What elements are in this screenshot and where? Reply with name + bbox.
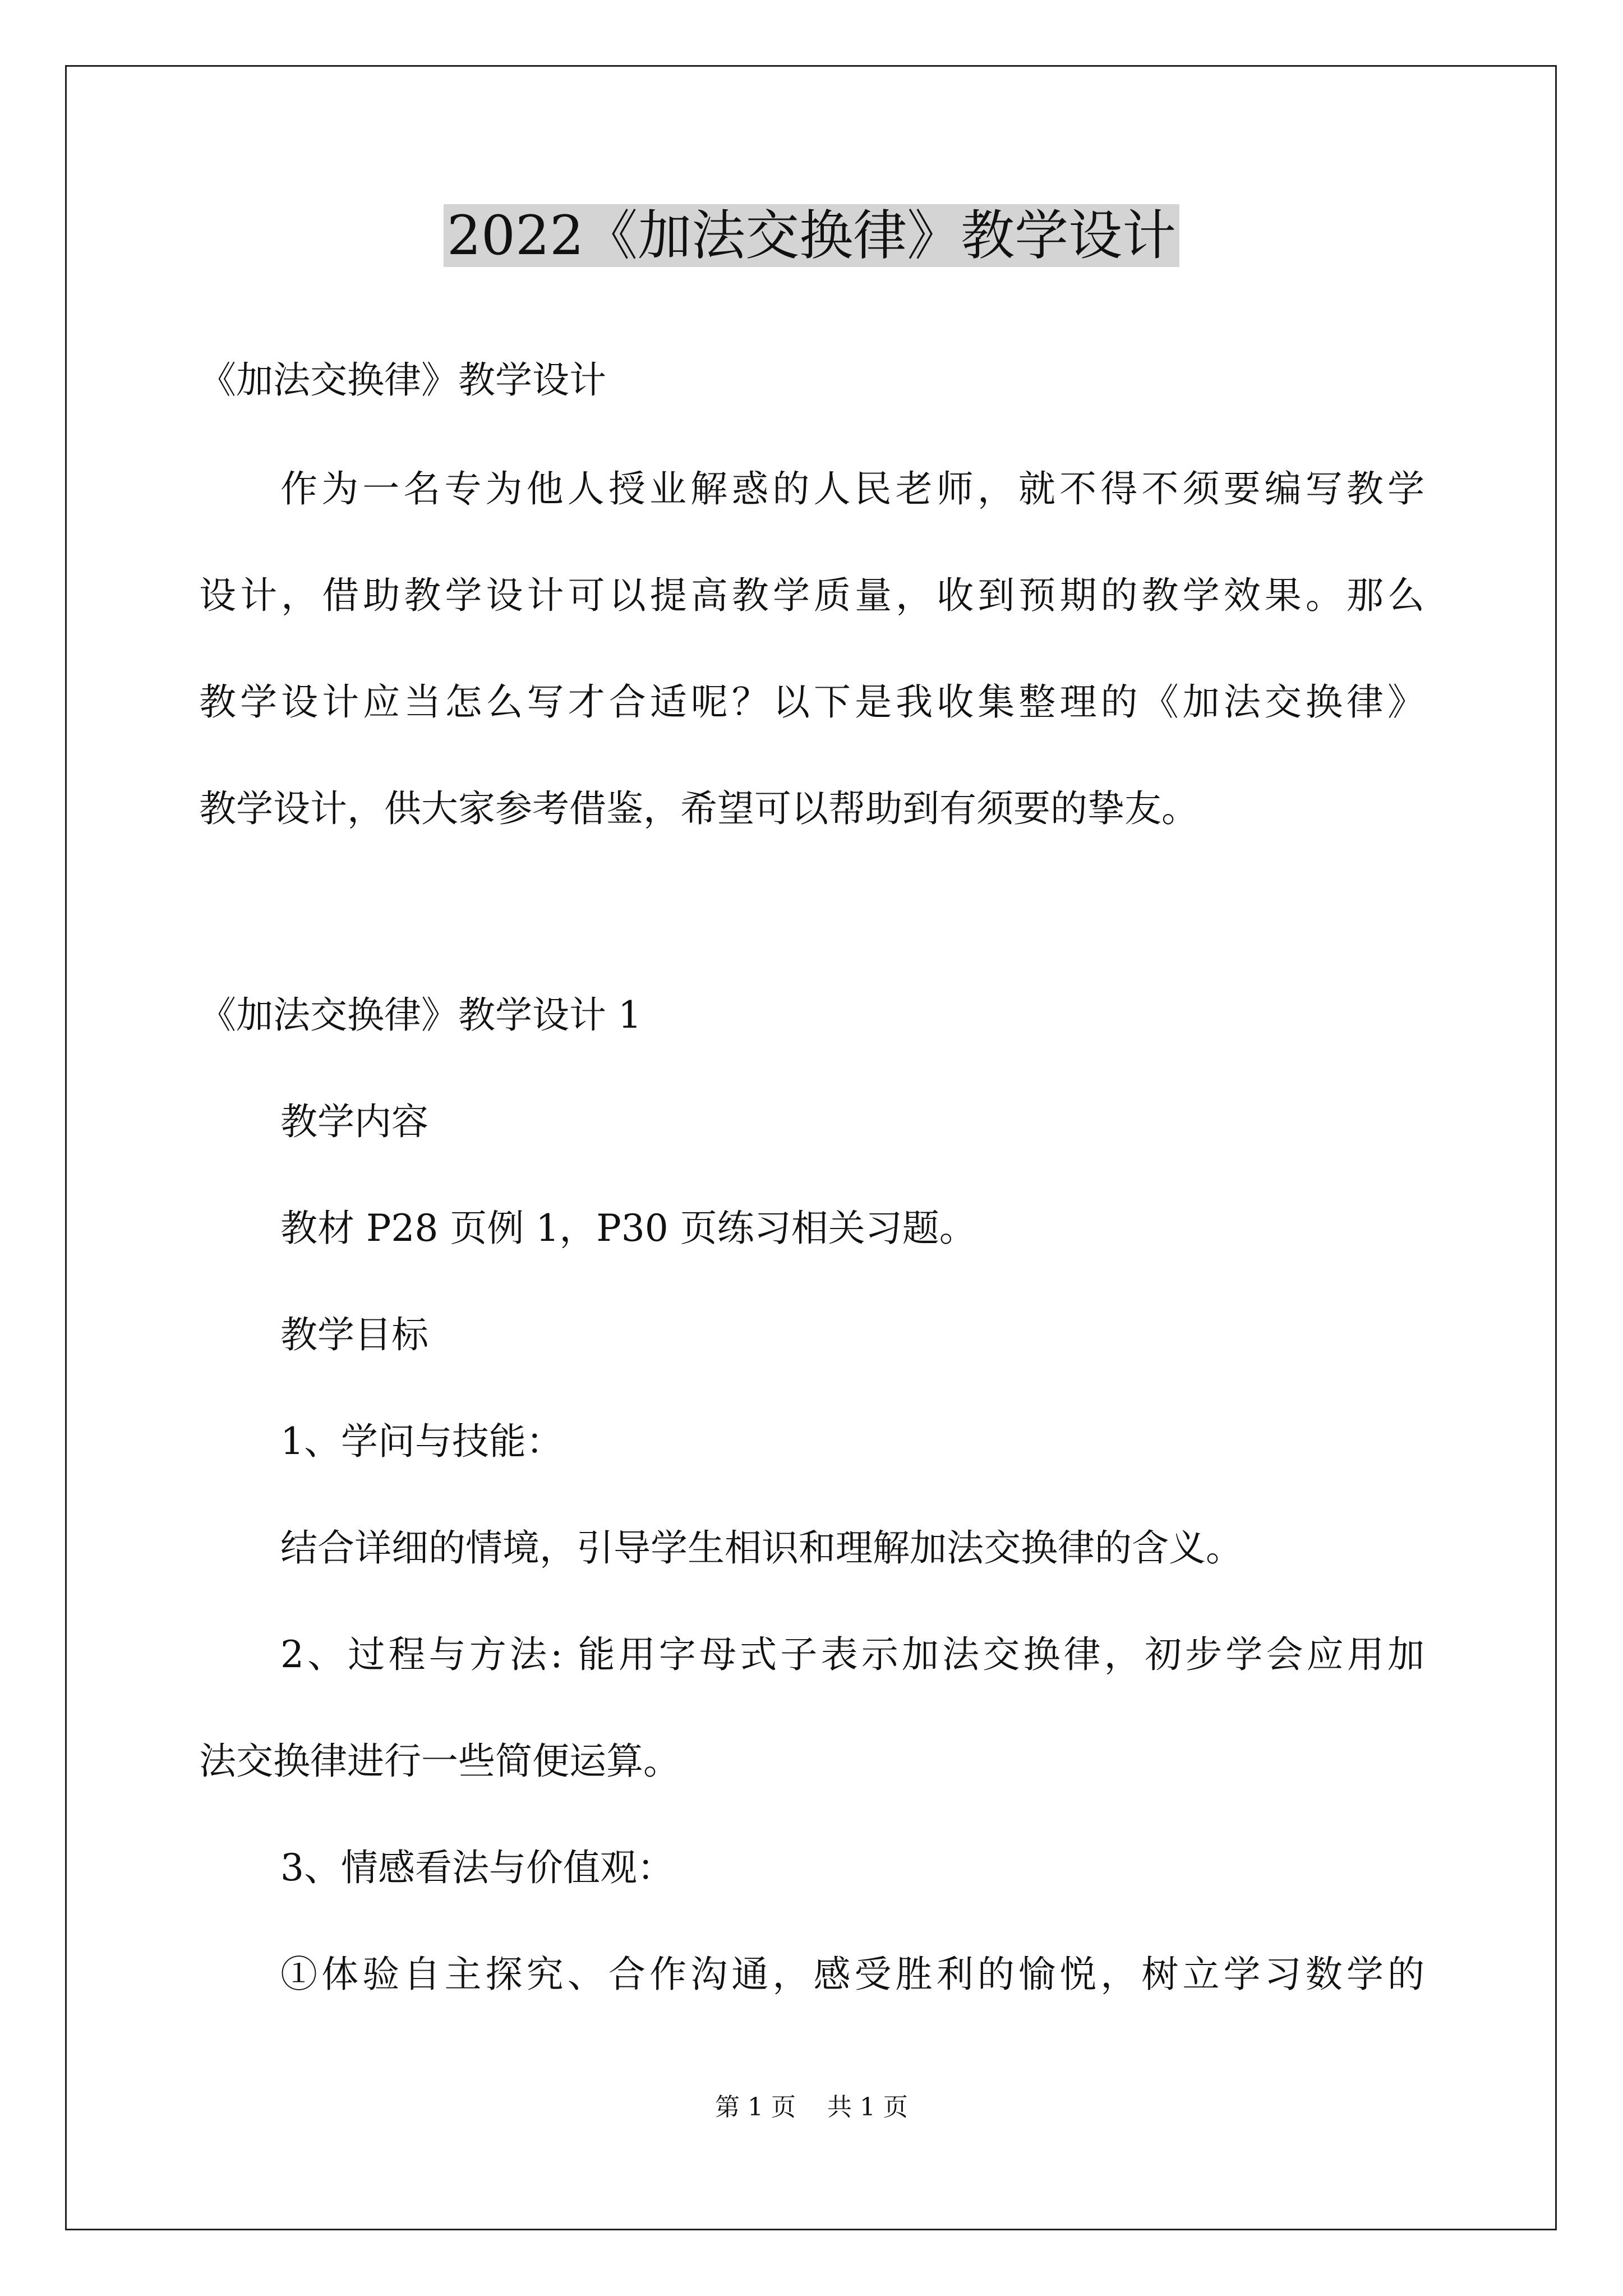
- objective-2-line-1: 2、过程与方法: 能用字母式子表示加法交换律，初步学会应用加: [280, 1633, 1424, 1676]
- objective-label: 教学目标: [280, 1313, 428, 1356]
- intro-heading: 《加法交换律》教学设计: [199, 358, 606, 402]
- objective-2-line-2: 法交换律进行一些简便运算。: [199, 1740, 680, 1783]
- objective-3-text: ①体验自主探究、合作沟通，感受胜利的愉悦，树立学习数学的: [280, 1953, 1424, 1996]
- content-text: 教材 P28 页例 1，P30 页练习相关习题。: [280, 1207, 976, 1250]
- objective-1-text: 结合详细的情境，引导学生相识和理解加法交换律的含义。: [280, 1526, 1243, 1570]
- intro-paragraph-line-2: 设计，借助教学设计可以提高教学质量，收到预期的教学效果。那么: [199, 574, 1424, 617]
- section-heading: 《加法交换律》教学设计 1: [199, 993, 642, 1037]
- content-label: 教学内容: [280, 1100, 428, 1143]
- intro-paragraph-line-3: 教学设计应当怎么写才合适呢？以下是我收集整理的《加法交换律》: [199, 680, 1424, 724]
- objective-1-heading: 1、学问与技能：: [280, 1420, 563, 1463]
- intro-paragraph-line-4: 教学设计，供大家参考借鉴，希望可以帮助到有须要的挚友。: [199, 787, 1198, 830]
- intro-paragraph-line-1: 作为一名专为他人授业解惑的人民老师，就不得不须要编写教学: [280, 467, 1424, 510]
- objective-3-heading: 3、情感看法与价值观：: [280, 1846, 674, 1889]
- document-title-text: 2022《加法交换律》教学设计: [444, 204, 1179, 267]
- document-title: [0, 194, 1623, 278]
- page-number-footer: 第 1 页 共 1 页: [715, 2093, 908, 2122]
